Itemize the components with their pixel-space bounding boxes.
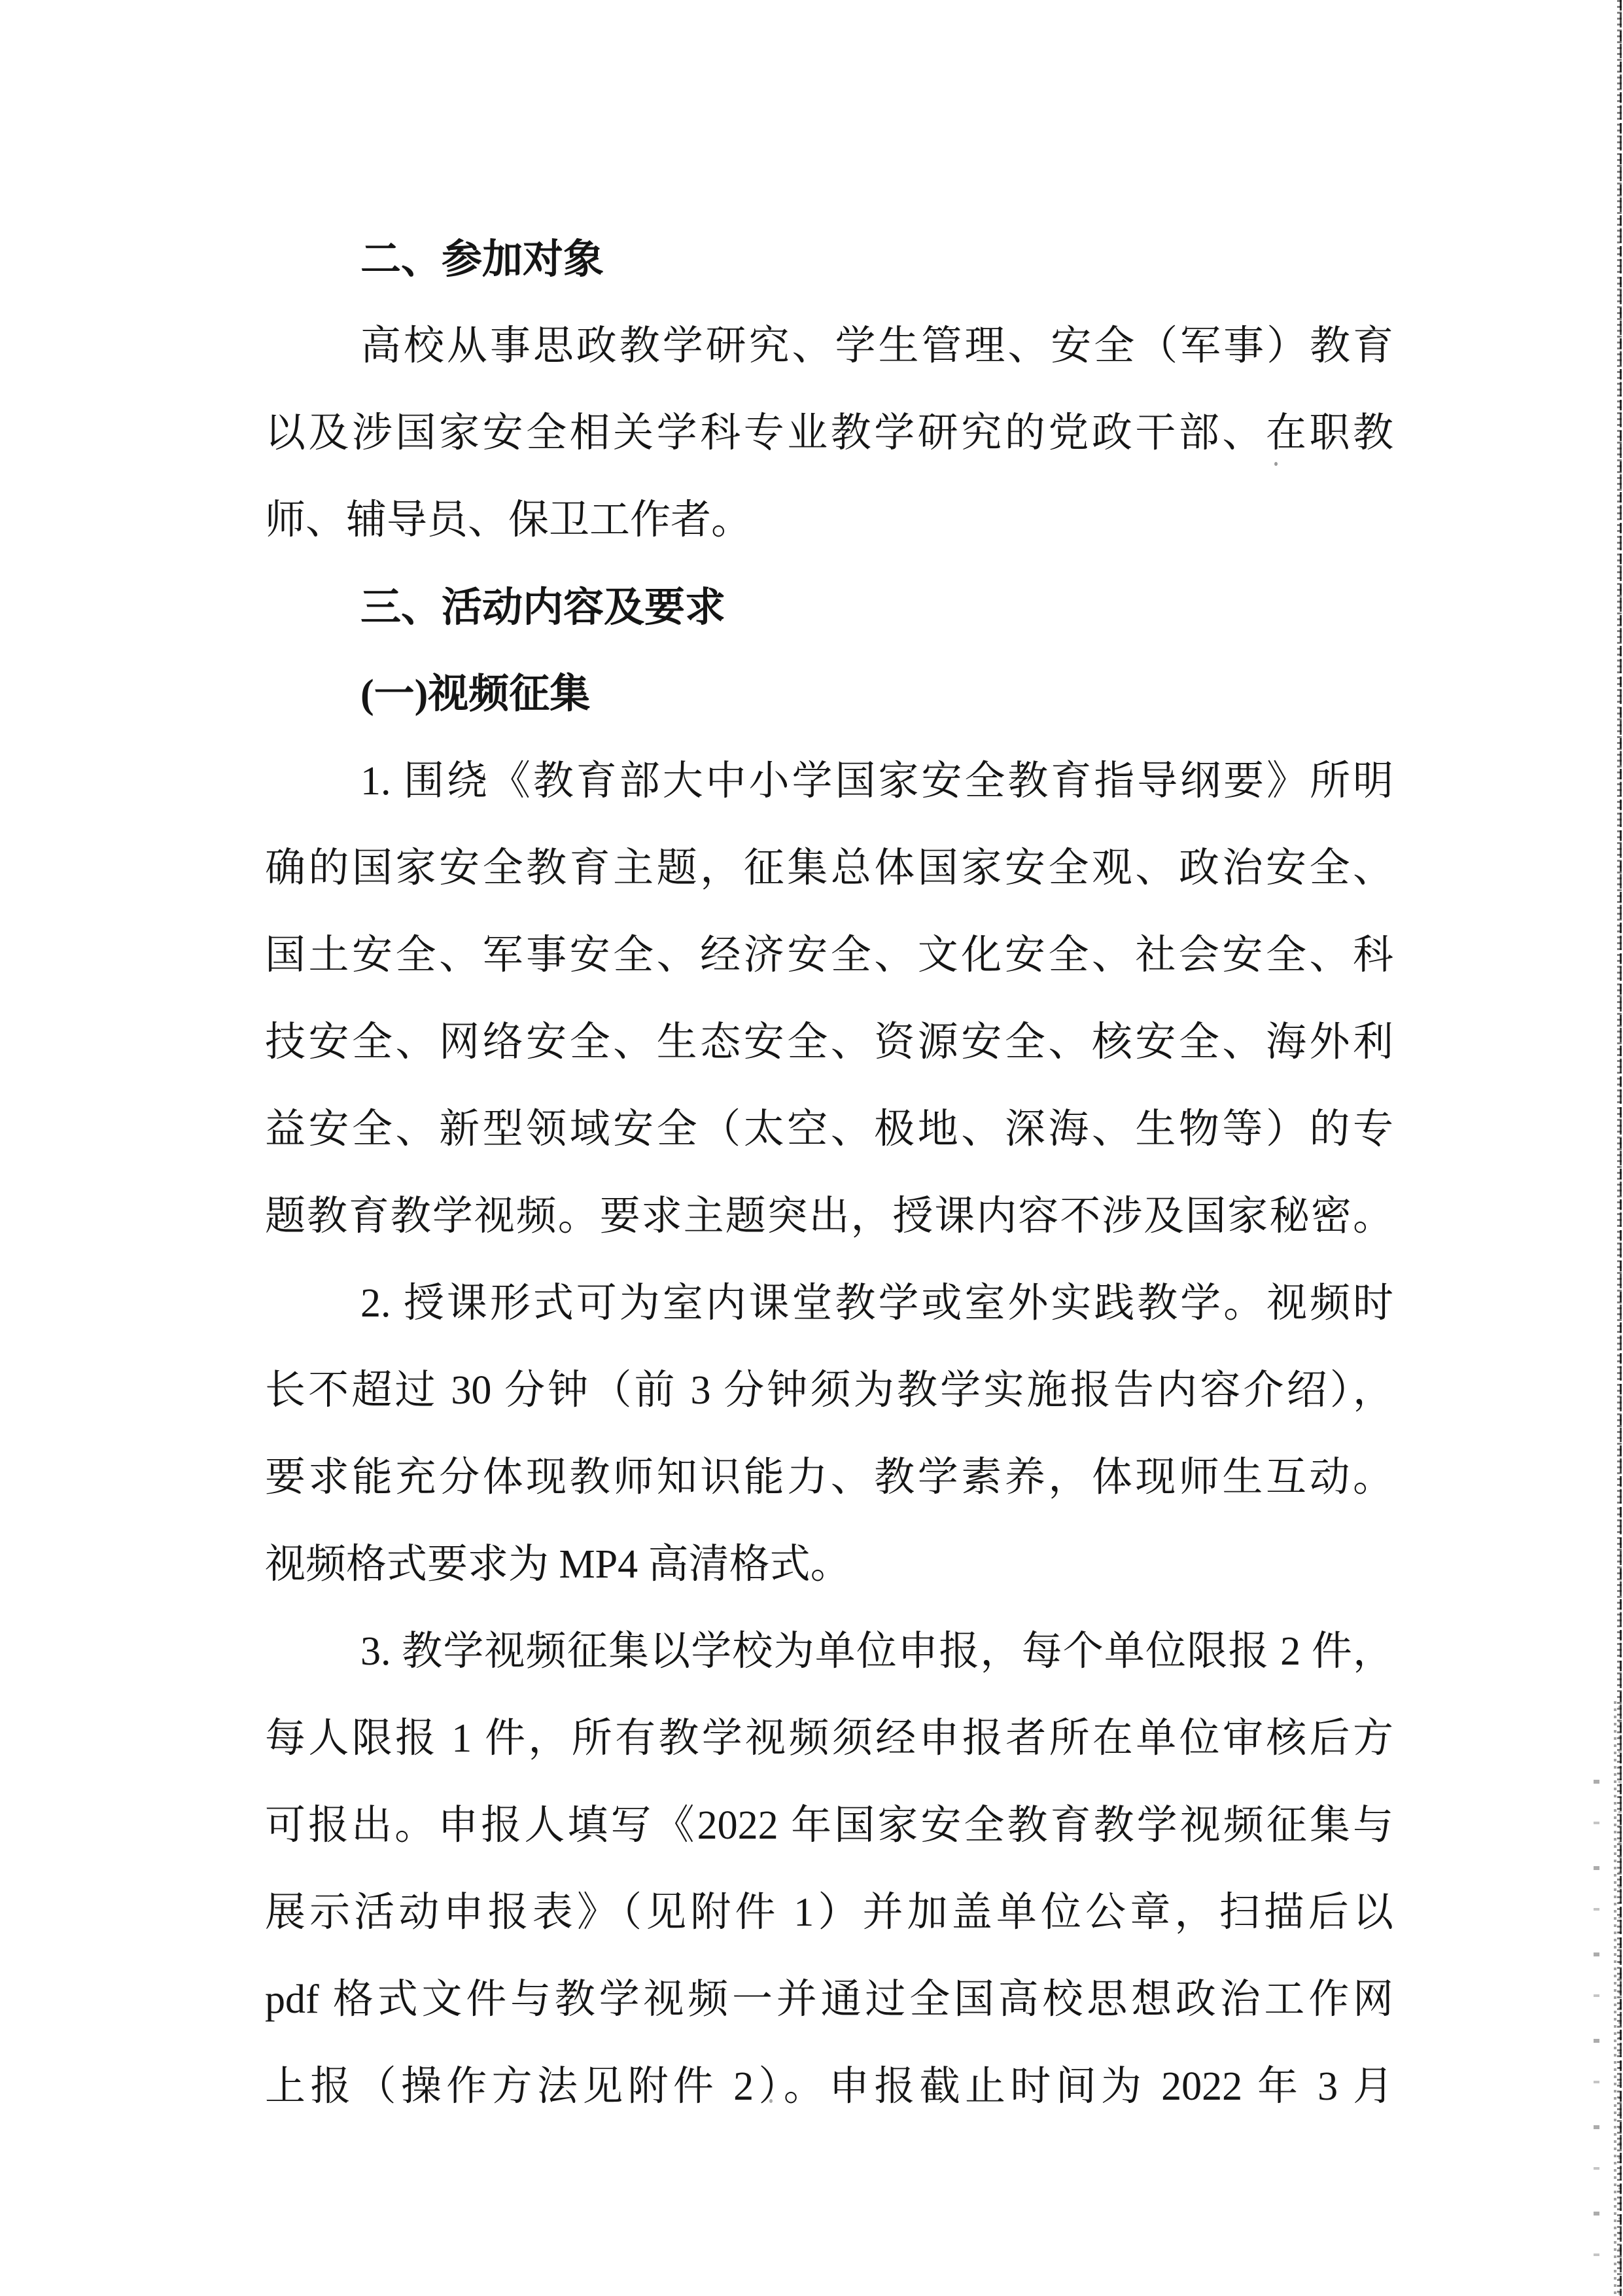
doc-line: 国土安全、军事安全、经济安全、文化安全、社会安全、科 (265, 933, 1393, 978)
doc-line: 每人限报 1 件，所有教学视频须经申报者所在单位审核后方 (265, 1716, 1393, 1761)
doc-line: 可报出。申报人填写《2022 年国家安全教育教学视频征集与 (265, 1803, 1393, 1848)
scan-speck (1274, 462, 1278, 466)
doc-line: 要求能充分体现教师知识能力、教学素养，体现师生互动。 (265, 1455, 1393, 1500)
doc-line: 题教育教学视频。要求主题突出，授课内容不涉及国家秘密。 (265, 1194, 1393, 1239)
doc-line: 展示活动申报表》（见附件 1）并加盖单位公章，扫描后以 (265, 1890, 1393, 1935)
doc-line: 高校从事思政教学研究、学生管理、安全（军事）教育 (360, 324, 1393, 368)
scan-edge-noise-speckle (1613, 1701, 1623, 2296)
doc-line: 确的国家安全教育主题，征集总体国家安全观、政治安全、 (265, 846, 1393, 891)
document-text-block (265, 216, 1393, 2130)
subsection-heading-1: (一)视频征集 (360, 672, 591, 716)
doc-line: 长不超过 30 分钟（前 3 分钟须为教学实施报告内容介绍）， (265, 1368, 1393, 1413)
doc-line: 益安全、新型领域安全（太空、极地、深海、生物等）的专 (265, 1107, 1393, 1152)
doc-line: 技安全、网络安全、生态安全、资源安全、核安全、海外利 (265, 1020, 1393, 1065)
section-heading-2: 二、参加对象 (360, 237, 604, 282)
doc-line: pdf 格式文件与教学视频一并通过全国高校思想政治工作网 (265, 1977, 1393, 2022)
doc-line: 上报（操作方法见附件 2）。申报截止时间为 2022 年 3 月 (265, 2064, 1393, 2109)
doc-line: 1. 围绕《教育部大中小学国家安全教育指导纲要》所明 (360, 759, 1393, 804)
doc-line: 2. 授课形式可为室内课堂教学或室外实践教学。视频时 (360, 1281, 1393, 1326)
section-heading-3: 三、活动内容及要求 (360, 585, 726, 630)
scan-edge-noise-dashes (1594, 1780, 1599, 2277)
doc-line: 以及涉国家安全相关学科专业教学研究的党政干部、在职教 (265, 411, 1393, 455)
doc-line: 师、辅导员、保卫工作者。 (265, 498, 752, 542)
doc-line: 3. 教学视频征集以学校为单位申报，每个单位限报 2 件， (360, 1629, 1393, 1674)
doc-line: 视频格式要求为 MP4 高清格式。 (265, 1542, 851, 1587)
